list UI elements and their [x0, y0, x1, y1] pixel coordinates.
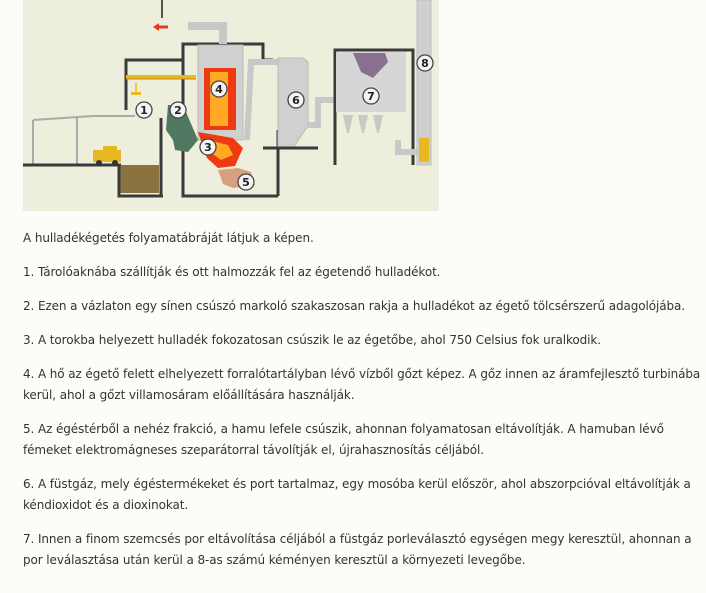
label-3: [200, 139, 216, 155]
step-1: 1. Tárolóaknába szállítják és ott halmozzák fel az égetendő hulladékot.: [23, 265, 441, 279]
label-7: [363, 88, 379, 104]
label-6: [288, 92, 304, 108]
step-6: 6. A füstgáz, mely égéstermékeket és port tartalmaz, egy mosóba kerül először, ahol abszorpcióval eltávolítják a kéndioxidot és a dioxinokat.: [23, 477, 691, 512]
step-2: 2. Ezen a vázlaton egy sínen csúszó markoló szakaszosan rakja a hulladékot az égető tölcsérszerű adagolójába.: [23, 299, 685, 313]
label-4-text: 4: [215, 83, 223, 96]
label-4: [211, 81, 227, 97]
label-3-text: 3: [204, 141, 212, 154]
label-8-text: 8: [421, 57, 429, 70]
label-8: [417, 55, 433, 71]
step-3: 3. A torokba helyezett hulladék fokozatosan csúszik le az égetőbe, ahol 750 Celsius fok uralkodik.: [23, 333, 601, 347]
chimney-stack: [417, 0, 431, 165]
caption: A hulladékégetés folyamatábráját látjuk a képen.: [23, 231, 314, 245]
label-6-text: 6: [292, 94, 300, 107]
label-5-text: 5: [242, 176, 250, 189]
label-2-text: 2: [174, 104, 182, 117]
incineration-process-diagram: [23, 0, 439, 211]
article-text: [23, 228, 706, 584]
label-2: [170, 102, 186, 118]
step-4: 4. A hő az égető felett elhelyezett forralótartályban lévő vízből gőzt képez. A gőz innen az áramfejlesztő turbinába kerül, ahol a gőzt villamosáram előállítására használják.: [23, 367, 701, 402]
label-7-text: 7: [367, 90, 375, 103]
label-1: [136, 102, 152, 118]
waste-pile: [119, 165, 159, 193]
step-5: 5. Az égéstérből a nehéz frakció, a hamu lefele csúszik, ahonnan folyamatosan eltávolítják. A hamuban lévő fémeket elektromágneses szeparátorral távolítják el, újrahasznosítás céljából.: [23, 422, 664, 457]
step-7: 7. Innen a finom szemcsés por eltávolítása céljából a füstgáz porleválasztó egységen megy keresztül, ahonnan a por leválasztása után kerül a 8-as számú kéményen keresztül a környezeti levegőbe.: [23, 532, 692, 567]
label-1-text: 1: [140, 104, 148, 117]
label-5: [238, 174, 254, 190]
